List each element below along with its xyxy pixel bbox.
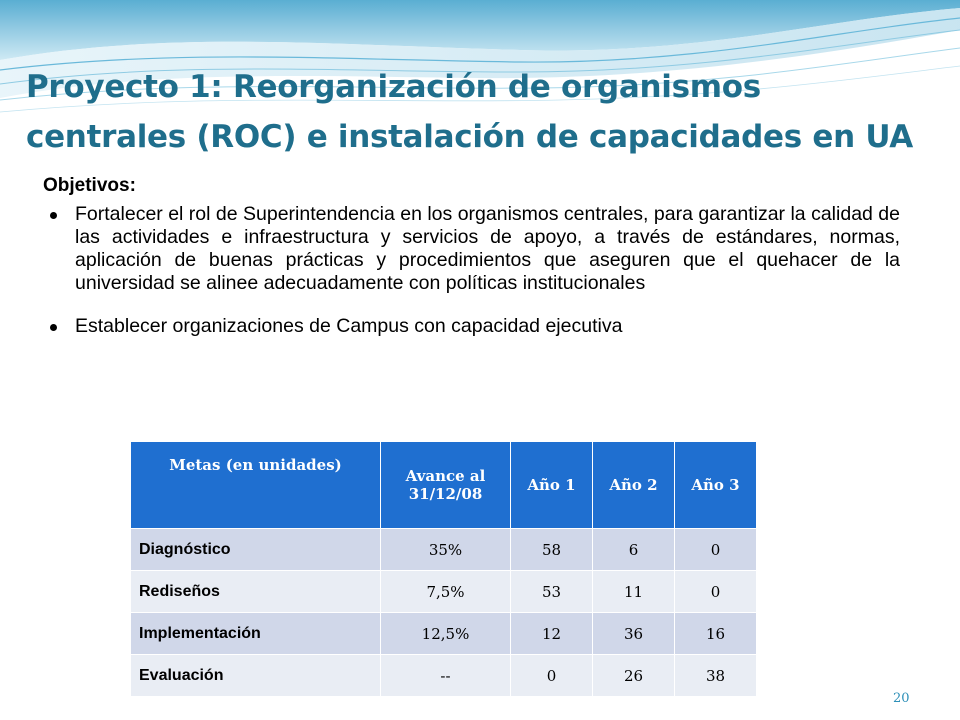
goals-table <box>130 441 757 697</box>
table-cell: 36 <box>593 613 675 655</box>
header-ano-2: Año 2 <box>593 442 675 529</box>
objective-text: Fortalecer el rol de Superintendencia en los organismos centrales, para garantizar la calidad de las actividades e infraestructura y servicios de apoyo, a través de estándares, normas, aplicación de buenas prácticas y procedimientos que aseguren que el quehacer de la universidad se alinee adecuadamente con políticas institucionales <box>75 203 900 294</box>
slide-title-line-2: centrales (ROC) e instalación de capacidades en UA <box>26 119 913 155</box>
table-cell: 12 <box>511 613 593 655</box>
objective-item <box>50 315 900 338</box>
table-row <box>131 613 757 655</box>
table-row <box>131 655 757 697</box>
header-ano-1: Año 1 <box>511 442 593 529</box>
objective-text: Establecer organizaciones de Campus con capacidad ejecutiva <box>75 315 623 337</box>
table-row <box>131 529 757 571</box>
table-header-row <box>131 442 757 529</box>
table-cell: 11 <box>593 571 675 613</box>
objectives-list <box>50 203 900 338</box>
table-row <box>131 571 757 613</box>
table-cell: 58 <box>511 529 593 571</box>
table-cell: 26 <box>593 655 675 697</box>
row-label: Rediseños <box>131 571 381 613</box>
objetivos-heading: Objetivos: <box>43 175 136 196</box>
table-cell: 0 <box>675 529 757 571</box>
row-label: Diagnóstico <box>131 529 381 571</box>
bullet-icon <box>50 212 57 219</box>
page-number: 20 <box>893 691 910 706</box>
table-cell: 6 <box>593 529 675 571</box>
header-ano-3: Año 3 <box>675 442 757 529</box>
objective-item <box>50 203 900 295</box>
table-cell: -- <box>381 655 511 697</box>
table-cell: 0 <box>511 655 593 697</box>
row-label: Implementación <box>131 613 381 655</box>
table-cell: 0 <box>675 571 757 613</box>
table-cell: 38 <box>675 655 757 697</box>
row-label: Evaluación <box>131 655 381 697</box>
table-cell: 35% <box>381 529 511 571</box>
table-cell: 12,5% <box>381 613 511 655</box>
slide-title-line-1: Proyecto 1: Reorganización de organismos <box>26 69 761 105</box>
table-cell: 16 <box>675 613 757 655</box>
header-avance: Avance al 31/12/08 <box>381 442 511 529</box>
table-cell: 7,5% <box>381 571 511 613</box>
table-cell: 53 <box>511 571 593 613</box>
slide-title <box>26 62 946 162</box>
header-metas: Metas (en unidades) <box>131 442 381 529</box>
bullet-icon <box>50 324 57 331</box>
